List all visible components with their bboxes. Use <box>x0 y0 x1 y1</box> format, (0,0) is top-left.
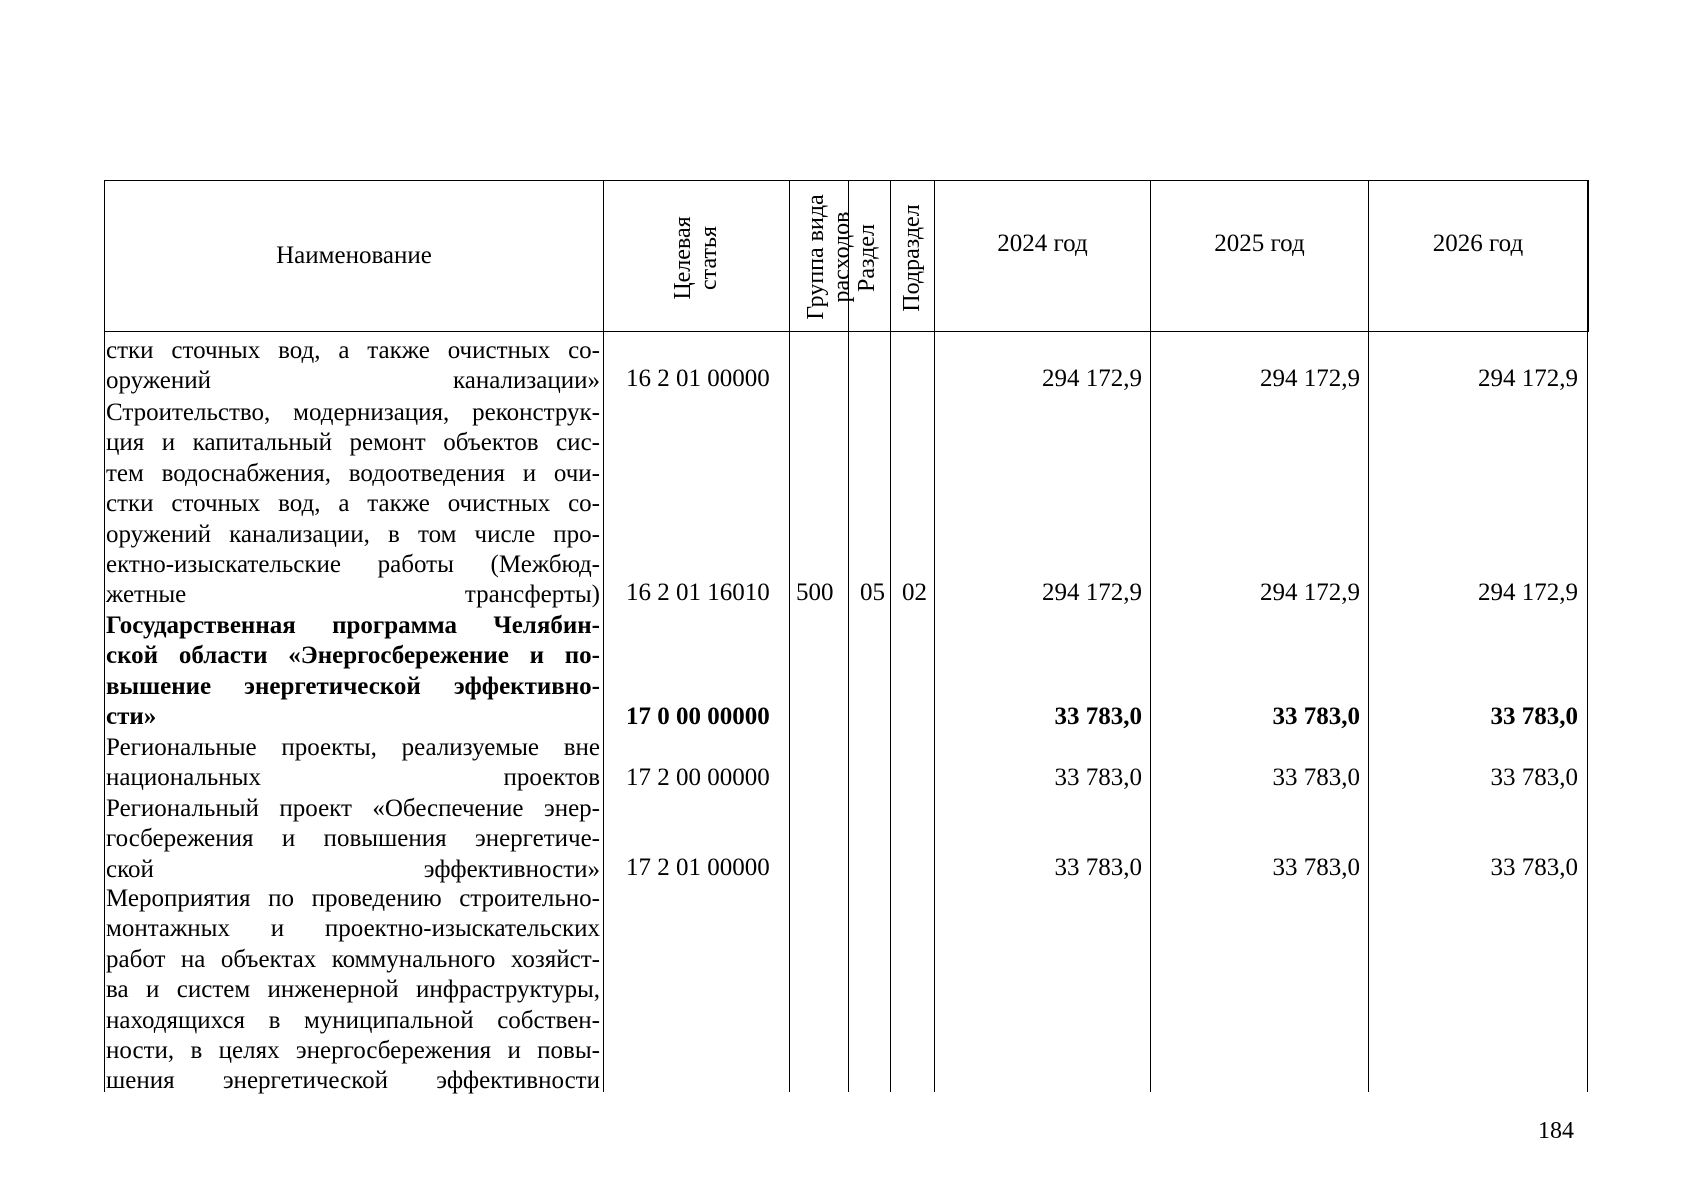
row-name: Государственная программа Челябин- ской области «Энергосбережение и по- вышение энергетической эффективно- сти» <box>106 612 600 731</box>
row-name: Региональный проект «Обеспечение энер- госбережения и повышения энергетиче- ской эффективности» <box>106 795 600 883</box>
row-code: 16 2 01 16010 <box>626 579 770 606</box>
col-divider <box>603 180 604 1092</box>
row-value-2024: 33 783,0 <box>1054 764 1142 791</box>
row-value-2026: 294 172,9 <box>1478 579 1578 606</box>
header-name: Наименование <box>276 242 432 269</box>
table-right-border <box>1587 180 1588 1092</box>
row-value-2024: 294 172,9 <box>1042 365 1142 392</box>
row-code: 17 2 01 00000 <box>626 854 770 881</box>
row-subsection: 02 <box>902 579 927 606</box>
col-divider <box>1150 180 1151 1092</box>
row-value-2026: 294 172,9 <box>1478 365 1578 392</box>
header-2026: 2026 год <box>1432 230 1524 257</box>
row-value-2026: 33 783,0 <box>1490 703 1578 730</box>
page-number: 184 <box>1538 1118 1574 1144</box>
row-expense-group: 500 <box>796 579 834 606</box>
row-value-2024: 294 172,9 <box>1042 579 1142 606</box>
row-name: Региональные проекты, реализуемые вне национальных проектов <box>106 734 600 792</box>
row-value-2024: 33 783,0 <box>1054 703 1142 730</box>
row-value-2024: 33 783,0 <box>1054 854 1142 881</box>
row-code: 17 2 00 00000 <box>626 764 770 791</box>
col-divider <box>789 180 790 1092</box>
row-value-2026: 33 783,0 <box>1490 764 1578 791</box>
row-value-2025: 33 783,0 <box>1272 854 1360 881</box>
row-value-2025: 294 172,9 <box>1260 579 1360 606</box>
col-divider <box>890 180 891 1092</box>
row-value-2025: 33 783,0 <box>1272 764 1360 791</box>
row-code: 16 2 01 00000 <box>626 365 770 392</box>
row-value-2025: 33 783,0 <box>1272 703 1360 730</box>
col-divider <box>934 180 935 1092</box>
col-divider <box>1368 180 1369 1092</box>
row-section: 05 <box>860 579 885 606</box>
header-section: Раздел <box>854 224 880 292</box>
header-2024: 2024 год <box>997 230 1088 257</box>
row-value-2026: 33 783,0 <box>1490 854 1578 881</box>
header-expense-group: Группа вида расходов <box>803 194 855 320</box>
row-name: Строительство, модернизация, реконструк- ция и капитальный ремонт объектов сис- тем водоснабжения, водоотведения и очи- стки сточных вод, а также очистных со- оружений канализации, в том числе про- ектно-изыскательские работы (Межбюд- жетные трансферты) <box>106 399 600 609</box>
row-value-2025: 294 172,9 <box>1260 365 1360 392</box>
row-name: стки сточных вод, а также очистных со- оружений канализации» <box>106 337 600 395</box>
header-2025: 2025 год <box>1214 230 1305 257</box>
row-name: Мероприятия по проведению строительно- монтажных и проектно-изыскательских работ на объектах коммунального хозяйст- ва и систем инженерной инфраструктуры, находящихся в муниципальной собствен- ности, в целях энергосбережения и повы- шения энергетической эффективности <box>106 885 600 1095</box>
row-code: 17 0 00 00000 <box>626 703 770 730</box>
header-target: Целевая статья <box>670 216 722 300</box>
header-subsection: Подраздел <box>899 204 925 312</box>
